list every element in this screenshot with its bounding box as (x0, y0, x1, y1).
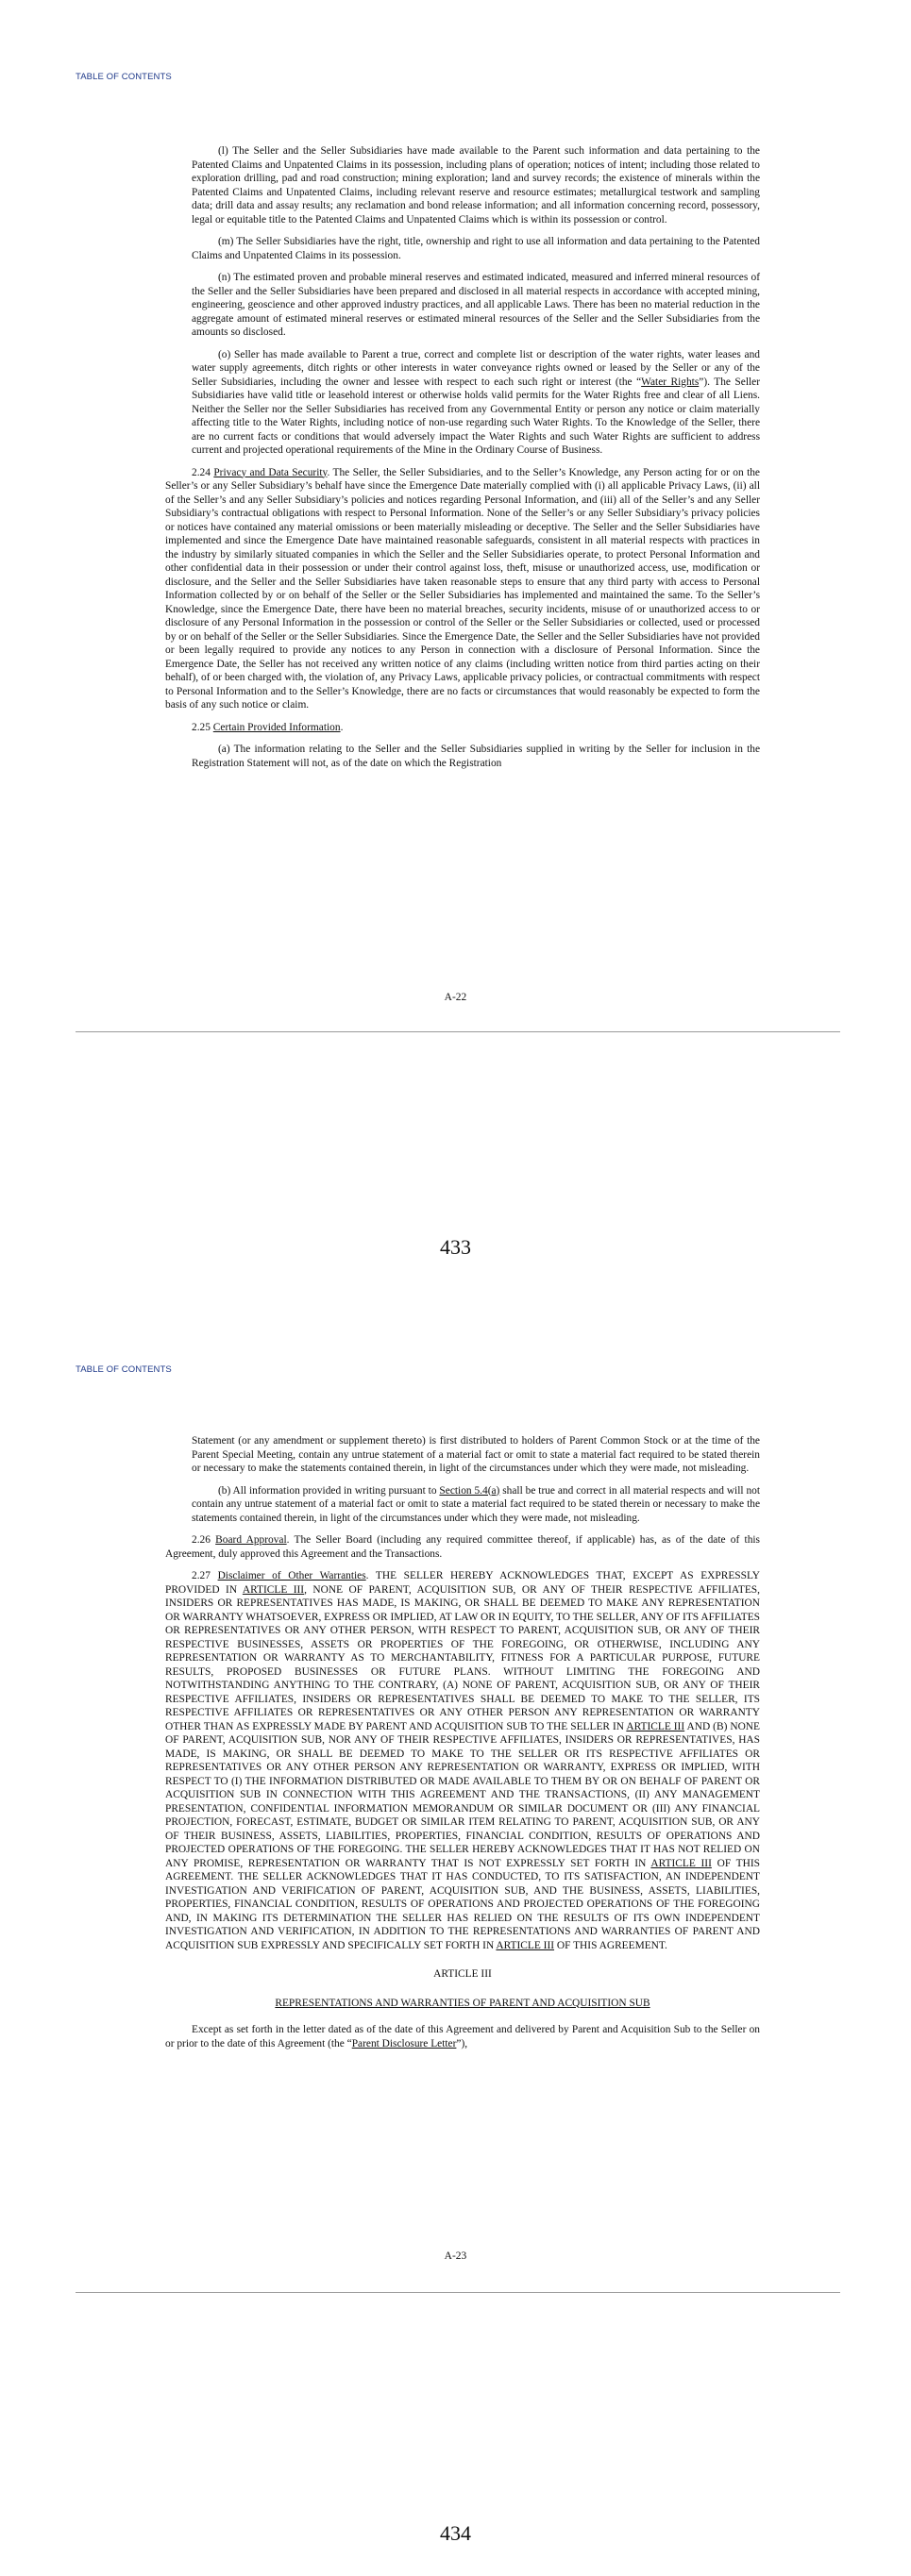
article-reference-link[interactable]: ARTICLE III (626, 1720, 685, 1732)
section-number: 2.25 (192, 721, 211, 733)
page-2-body (165, 1434, 760, 2059)
section-title: Board Approval (215, 1534, 287, 1546)
article-title: REPRESENTATIONS AND WARRANTIES OF PARENT AND ACQUISITION SUB (275, 1997, 650, 2009)
subsection-list (165, 743, 760, 770)
page-1-body (165, 144, 760, 778)
paragraph-n: (n) The estimated proven and probable mineral reserves and estimated indicated, measured and inferred mineral resources of the Seller and the Seller Subsidiaries have been prepared and disclosed in all material respects in accordance with accepted mining, engineering, geoscience and other approved industry practices, and all applicable Laws. There has been no material reduction in the aggregate amount of estimated mineral reserves or estimated mineral resources of the Seller and the Seller Subsidiaries from the amounts so disclosed. (192, 272, 760, 338)
page-folio: A-22 (444, 992, 467, 1003)
subsection-list (165, 144, 760, 458)
page-folio: A-23 (444, 2250, 467, 2262)
table-of-contents-link[interactable]: TABLE OF CONTENTS (76, 1364, 172, 1375)
page-divider (76, 1031, 840, 1032)
continued-paragraph: Statement (or any amendment or supplement thereto) is first distributed to holders of Parent Common Stock or at the time of the Parent Special Meeting, contain any untrue statement of a material fact or omit to state a material fact required to be stated therein or necessary to make the statements contained therein, in light of the circumstances under which they were made, not misleading. (192, 1435, 760, 1474)
section-2-24: 2.24 Privacy and Data Security. The Seller, the Seller Subsidiaries, and to the Seller’s Knowledge, any Person acting for or on the Seller’s or any Seller Subsidiary’s behalf have since the Emergence Date materially complied with (i) all applicable Privacy Laws, (ii) all of the Seller’s and any Seller Subsidiary’s policies and notices regarding Personal Information, and (iii) all of the Seller’s and any Seller Subsidiary’s contractual obligations with respect to Personal Information. None of the Seller’s or any Seller Subsidiary’s privacy policies or notices have contained any material omissions or been materially misleading or deceptive. The Seller and the Seller Subsidiaries have implemented and since the Emergence Date have maintained reasonable safeguards, consistent in all material respects with practices in the industry by similarly situated companies in which the Seller and the Seller Subsidiaries operate, to protect Personal Information and other confidential data in their possession or under their control against loss, theft, misuse or unauthorized access, use, modification or disclosure, and the Seller and the Seller Subsidiaries have taken reasonable steps to ensure that any third party with access to Personal Information collected by or on behalf of the Seller or the Seller Subsidiaries has implemented and maintained the same. To the Seller’s Knowledge, since the Emergence Date, there have been no material breaches, security incidents, misuse of or unauthorized access to or disclosure of any Personal Information in the possession or control of the Seller or the Seller Subsidiaries or collected, used or processed by or on behalf of the Seller or the Seller Subsidiaries. Since the Emergence Date, the Seller and the Seller Subsidiaries have not provided or been legally required to provide any notices to any Person in connection with a disclosure of Personal Information. Since the Emergence Date, the Seller has not received any written notice of any claims (including written notice from third parties acting on their behalf), of or been charged with, the violation of, any Privacy Laws, applicable privacy policies, or contractual commitments with respect to Personal Information and to the Seller’s Knowledge, there are no facts or circumstances that would reasonably be expected to form the basis of any such notice or claim. (165, 466, 760, 711)
paragraph-m: (m) The Seller Subsidiaries have the right, title, ownership and right to use all information and data pertaining to the Patented Claims and Unpatented Claims in its possession. (192, 236, 760, 261)
article-intro: Except as set forth in the letter dated as of the date of this Agreement and delivered by Parent and Acquisition Sub to the Seller on or prior to the date of this Agreement (the “Parent Disclosure Letter”), (165, 2024, 760, 2049)
page-number: 434 (440, 2521, 471, 2545)
page-number: 433 (440, 1235, 471, 1259)
section-2-26: 2.26 Board Approval. The Seller Board (including any required committee thereof, if applicable) has, as of the date of this Agreement, duly approved this Agreement and the Transactions. (165, 1534, 760, 1560)
section-number: 2.24 (192, 466, 211, 478)
article-reference-link[interactable]: ARTICLE III (650, 1857, 712, 1869)
section-title: Privacy and Data Security (213, 466, 328, 478)
section-number: 2.27 (192, 1570, 211, 1581)
paragraph-b: (b) All information provided in writing pursuant to Section 5.4(a) shall be true and correct in all material respects and will not contain any untrue statement of a material fact or omit to state a material fact required to be stated therein or necessary to make the statements contained therein, in light of the circumstances under which they were made, not misleading. (192, 1484, 760, 1524)
section-title: Disclaimer of Other Warranties (217, 1570, 366, 1581)
section-2-25-heading: 2.25 Certain Provided Information. (192, 721, 344, 733)
article-heading: ARTICLE III (433, 1968, 492, 1980)
cross-reference-link[interactable]: Section 5.4(a) (439, 1484, 500, 1497)
section-2-27: 2.27 Disclaimer of Other Warranties. THE SELLER HEREBY ACKNOWLEDGES THAT, EXCEPT AS EXPRESSLY PROVIDED IN ARTICLE III, NONE OF PARENT, ACQUISITION SUB, OR ANY OF THEIR RESPECTIVE AFFILIATES, INSIDERS OR REPRESENTATIVES HAS MADE, IS MAKING, OR SHALL BE DEEMED TO MAKE ANY REPRESENTATION OR WARRANTY WHATSOEVER, EXPRESS OR IMPLIED, AT LAW OR IN EQUITY, TO THE SELLER, ANY OF ITS AFFILIATES OR REPRESENTATIVES OR ANY OTHER PERSON, WITH RESPECT TO PARENT, ACQUISITION SUB, OR ANY OF THEIR RESPECTIVE BUSINESSES, ASSETS OR PROPERTIES OF THE FOREGOING, OR OTHERWISE, INCLUDING ANY REPRESENTATION OR WARRANTY AS TO MERCHANTABILITY, FITNESS FOR A PARTICULAR PURPOSE, FUTURE RESULTS, PROPOSED BUSINESSES OR FUTURE PLANS. WITHOUT LIMITING THE FOREGOING AND NOTWITHSTANDING ANYTHING TO THE CONTRARY, (A) NONE OF PARENT, ACQUISITION SUB, OR ANY OF THEIR RESPECTIVE AFFILIATES, INSIDERS OR REPRESENTATIVES SHALL BE DEEMED TO MAKE TO THE SELLER, ITS RESPECTIVE AFFILIATES OR REPRESENTATIVES OR ANY OTHER PERSON ANY REPRESENTATION OR WARRANTY OTHER THAN AS EXPRESSLY MADE BY PARENT AND ACQUISITION SUB TO THE SELLER IN ARTICLE III AND (B) NONE OF PARENT, ACQUISITION SUB, NOR ANY OF THEIR RESPECTIVE AFFILIATES, INSIDERS OR REPRESENTATIVES, HAS MADE, IS MAKING, OR SHALL BE DEEMED TO MAKE TO THE SELLER OR ITS RESPECTIVE AFFILIATES OR REPRESENTATIVES OR ANY OTHER PERSON ANY REPRESENTATION OR WARRANTY, EXPRESS OR IMPLIED, WITH RESPECT TO (I) THE INFORMATION DISTRIBUTED OR MADE AVAILABLE TO THEM BY OR ON BEHALF OF PARENT OR ACQUISITION SUB IN CONNECTION WITH THIS AGREEMENT AND THE TRANSACTIONS, (II) ANY MANAGEMENT PRESENTATION, CONFIDENTIAL INFORMATION MEMORANDUM OR SIMILAR DOCUMENT OR (III) ANY FINANCIAL PROJECTION, FORECAST, ESTIMATE, BUDGET OR SIMILAR ITEM RELATING TO PARENT, ACQUISITION SUB, OR ANY OF THEIR BUSINESS, ASSETS, LIABILITIES, PROPERTIES, FINANCIAL CONDITION, RESULTS OF OPERATIONS AND PROJECTED OPERATIONS OF THE FOREGOING. THE SELLER HEREBY ACKNOWLEDGES THAT IT HAS NOT RELIED ON ANY PROMISE, REPRESENTATION OR WARRANTY THAT IS NOT EXPRESSLY SET FORTH IN ARTICLE III OF THIS AGREEMENT. THE SELLER ACKNOWLEDGES THAT IT HAS CONDUCTED, TO ITS SATISFACTION, AN INDEPENDENT INVESTIGATION AND VERIFICATION OF PARENT, ACQUISITION SUB, AND THE BUSINESS, ASSETS, LIABILITIES, PROPERTIES, FINANCIAL CONDITION, RESULTS OF OPERATIONS AND PROJECTED OPERATIONS OF THE FOREGOING AND, IN MAKING ITS DETERMINATION THE SELLER HAS RELIED ON THE RESULTS OF ITS OWN INDEPENDENT INVESTIGATION AND VERIFICATION, IN ADDITION TO THE REPRESENTATIONS AND WARRANTIES OF PARENT AND ACQUISITION SUB EXPRESSLY AND SPECIFICALLY SET FORTH IN ARTICLE III OF THIS AGREEMENT. (165, 1570, 760, 1951)
defined-term-water-rights: Water Rights (641, 376, 700, 388)
article-reference-link[interactable]: ARTICLE III (496, 1939, 555, 1951)
paragraph-o: (o) Seller has made available to Parent a true, correct and complete list or description of the water rights, water leases and water supply agreements, ditch rights or other interests in water conveyance rights owned or leased by the Seller or any of the Seller Subsidiaries, including the owner and lessee with respect to each such right or interest (the “Water Rights”). The Seller Subsidiaries have valid title or leasehold interest or otherwise holds valid permits for the Water Rights free and clear of all Liens. Neither the Seller nor the Seller Subsidiaries has received from any Governmental Entity or person any notice or claim materially affecting title to the Water Rights, including notice of non-use regarding such Water Rights. To the Knowledge of the Seller, there are no current facts or conditions that would adversely impact the Water Rights and such Water Rights are sufficient to address current and projected operational requirements of the Mine in the Ordinary Course of Business. (192, 348, 760, 456)
section-title: Certain Provided Information (212, 721, 341, 733)
paragraph-l: (l) The Seller and the Seller Subsidiaries have made available to the Parent such information and data pertaining to the Patented Claims and Unpatented Claims in its possession, including plans of operation; notices of intent; including those related to exploration drilling, pad and road construction; mining exploration; land and survey records; the existence of minerals within the Patented Claims and Unpatented Claims, including relevant reserve and resource estimates; metallurgical testwork and sampling data; drill data and assay results; any reclamation and bond release information; and all information concerning record, possessory, legal or equitable title to the Patented Claims and Unpatented Claims which is within its possession or control. (192, 145, 760, 226)
page-divider (76, 2292, 840, 2293)
section-number: 2.26 (192, 1534, 211, 1546)
subsection-list (165, 1434, 760, 1525)
table-of-contents-link[interactable]: TABLE OF CONTENTS (76, 72, 172, 82)
article-reference-link[interactable]: ARTICLE III (242, 1583, 305, 1596)
defined-term-parent-disclosure-letter: Parent Disclosure Letter (351, 2037, 457, 2049)
paragraph-a: (a) The information relating to the Seller and the Seller Subsidiaries supplied in writing by the Seller for inclusion in the Registration Statement will not, as of the date on which the Registration (192, 744, 760, 769)
